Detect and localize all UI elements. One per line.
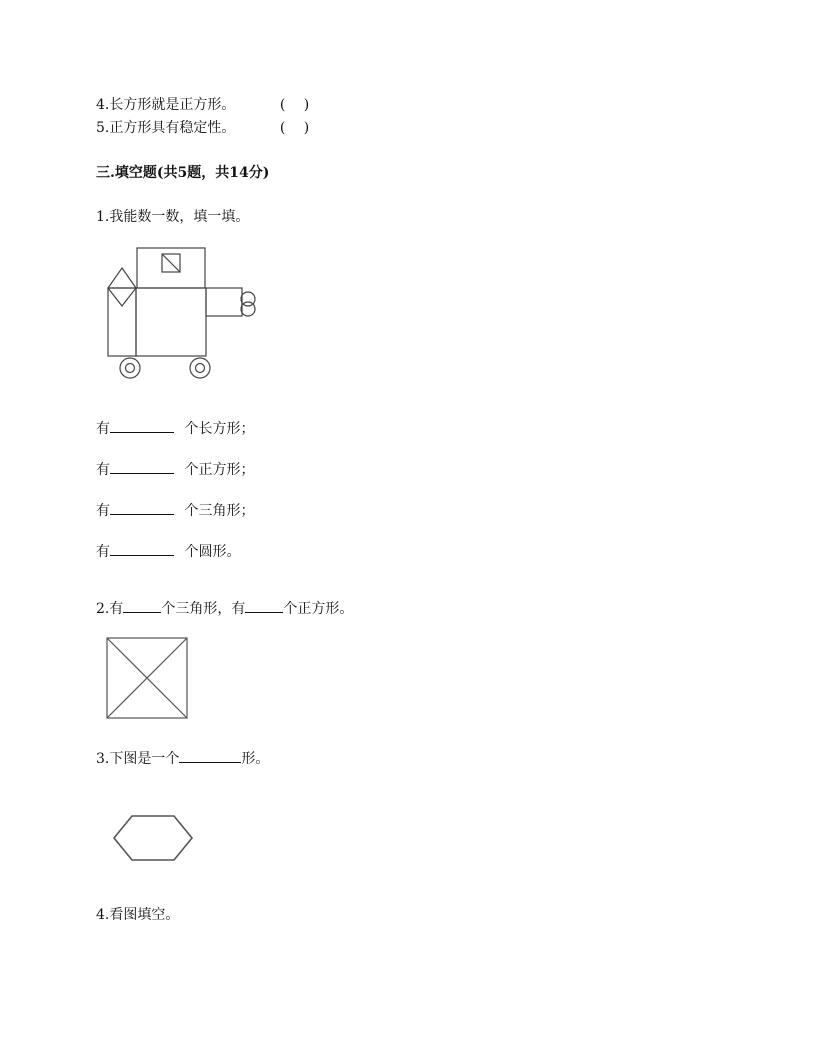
judgment-q4-text: 4.长方形就是正方形。 (96, 97, 236, 113)
q2-part2: 个三角形，有 (161, 601, 246, 617)
q1-answer-blank-rectangles[interactable] (110, 418, 174, 433)
train-diamond (108, 268, 136, 306)
train-front-rectangle (108, 288, 136, 356)
q3-part2: 形。 (241, 751, 270, 767)
q2-answer-blank-squares[interactable] (245, 598, 283, 613)
q1-row-prefix: 有 (96, 503, 110, 519)
q2-part3: 个正方形。 (283, 601, 354, 617)
hexagon-figure (110, 812, 196, 864)
wheel-right-inner (196, 364, 205, 373)
q1-row-triangles (96, 500, 254, 520)
square-x-figure (104, 636, 190, 720)
q1-row-prefix: 有 (96, 421, 110, 437)
q1-answer-blank-squares[interactable] (110, 459, 174, 474)
q1-row-prefix: 有 (96, 462, 110, 478)
q3-part1: 3.下图是一个 (96, 751, 180, 767)
q1-answer-blank-triangles[interactable] (110, 500, 174, 515)
q1-row-prefix: 有 (96, 544, 110, 560)
q2-part1: 2.有 (96, 601, 124, 617)
judgment-q5-text: 5.正方形具有稳定性。 (96, 120, 236, 136)
wheel-right-outer (190, 358, 210, 378)
judgment-q4 (96, 96, 309, 114)
judgment-q4-paren-close: ) (303, 97, 310, 113)
judgment-q5-paren-close: ) (303, 120, 310, 136)
judgment-q4-paren-open: ( (279, 97, 286, 113)
q1-row-rectangles (96, 418, 254, 438)
judgment-q5 (96, 119, 309, 137)
wheel-left-inner (126, 364, 135, 373)
q1-row-suffix: 个圆形。 (184, 544, 241, 560)
q1-answer-blank-circles[interactable] (110, 541, 174, 556)
q1-row-suffix: 个长方形； (184, 421, 255, 437)
train-rear-rectangle (206, 288, 242, 316)
q3-answer-blank[interactable] (179, 748, 241, 763)
section-title: 三.填空题(共5题，共14分) (96, 165, 270, 181)
q1-row-squares (96, 459, 254, 479)
wheel-left-outer (120, 358, 140, 378)
train-circle-bottom (241, 302, 255, 316)
q2-answer-blank-triangles[interactable] (123, 598, 161, 613)
q1-row-circles (96, 541, 240, 561)
train-body-square (136, 288, 206, 356)
train-figure (104, 246, 264, 380)
q1-prompt: 1.我能数一数，填一填。 (96, 209, 250, 225)
q3-prompt (96, 748, 269, 768)
q1-row-suffix: 个三角形； (184, 503, 255, 519)
judgment-q5-paren-open: ( (279, 120, 286, 136)
q4-prompt: 4.看图填空。 (96, 907, 180, 923)
q1-row-suffix: 个正方形； (184, 462, 255, 478)
q2-prompt (96, 598, 353, 618)
